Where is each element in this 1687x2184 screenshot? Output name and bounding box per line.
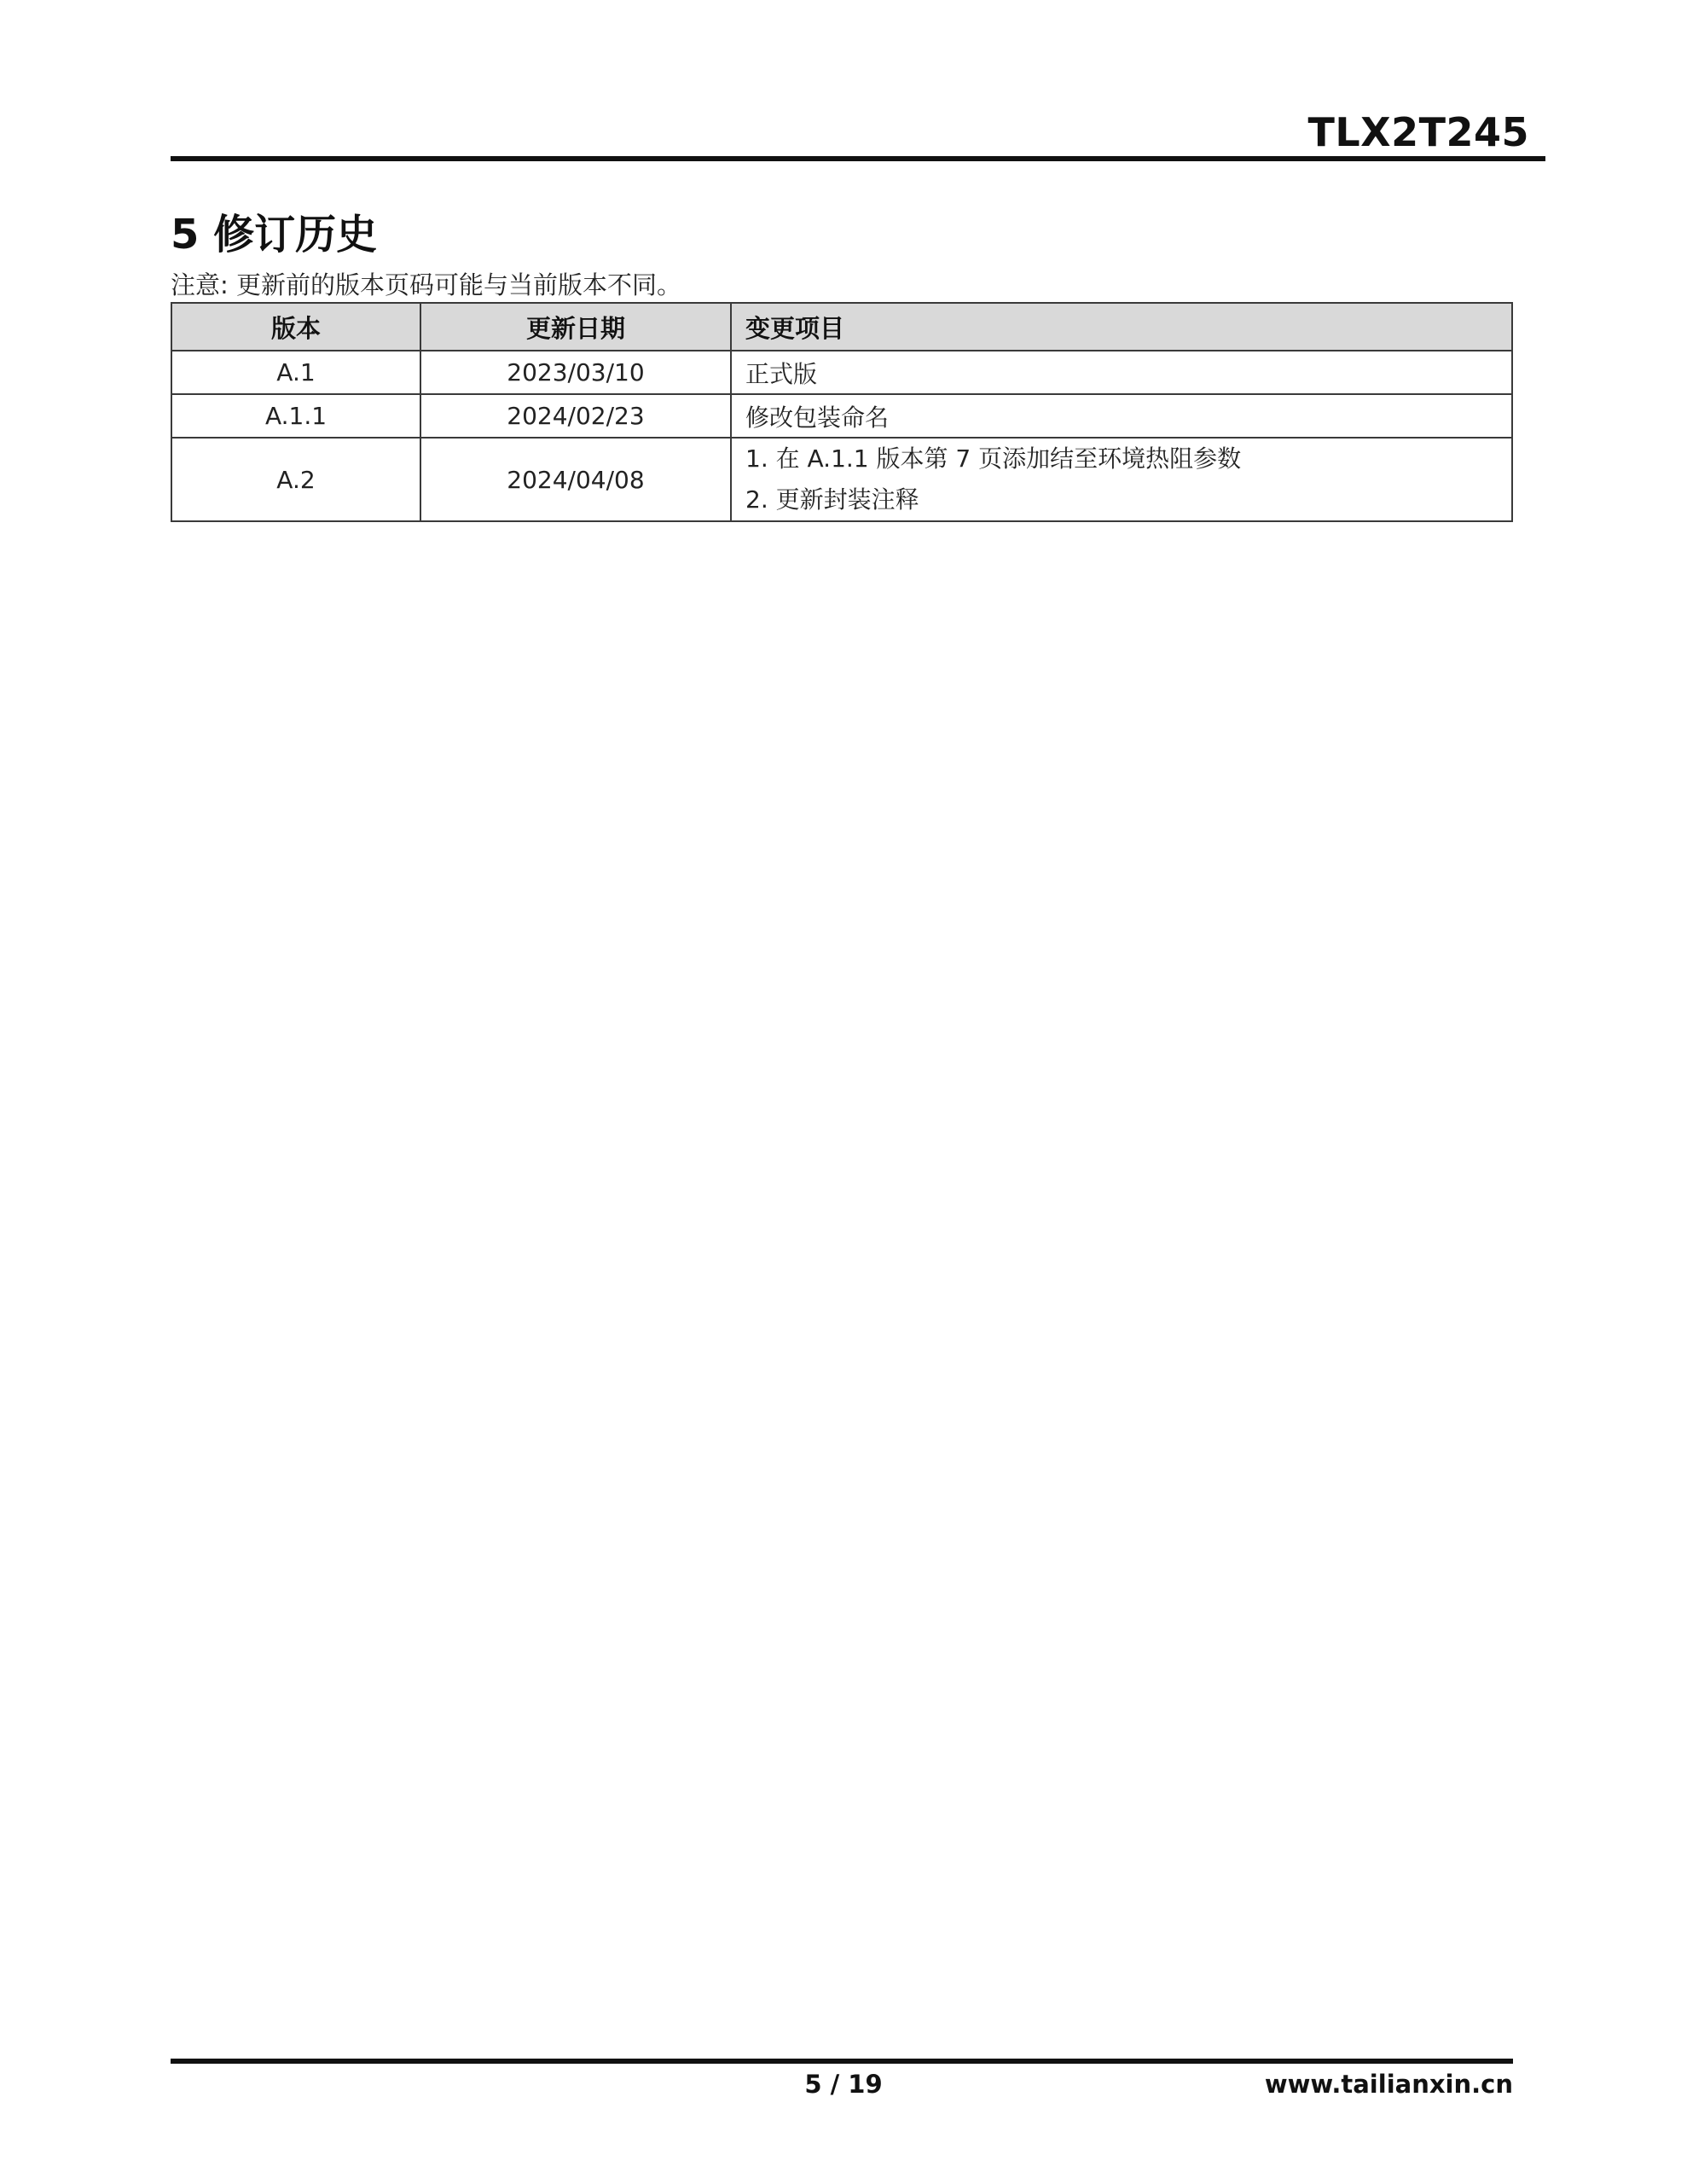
changes-cell [731, 438, 1512, 521]
table-row [171, 438, 1512, 521]
column-header-changes: 变更项目 [731, 303, 1512, 351]
footer-divider [171, 2059, 1513, 2064]
website-link[interactable]: www.tailianxin.cn [1264, 2070, 1513, 2099]
column-header-version: 版本 [171, 303, 420, 351]
version-cell: A.1 [171, 351, 420, 394]
change-item: 正式版 [745, 359, 818, 388]
section-heading: 5 修订历史 [171, 211, 378, 258]
date-cell: 2023/03/10 [420, 351, 731, 394]
revision-history-table [171, 302, 1513, 522]
table-row [171, 351, 1512, 394]
table-row [171, 394, 1512, 438]
column-header-date: 更新日期 [420, 303, 731, 351]
document-part-number: TLX2T245 [1307, 109, 1529, 155]
table-header-row [171, 303, 1512, 351]
change-item: 修改包装命名 [745, 403, 890, 432]
change-item: 2. 更新封装注释 [745, 485, 919, 514]
change-item: 1. 在 A.1.1 版本第 7 页添加结至环境热阻参数 [745, 444, 1242, 473]
page-number: 5 / 19 [804, 2070, 883, 2099]
changes-cell [731, 394, 1512, 438]
revision-note: 注意: 更新前的版本页码可能与当前版本不同。 [171, 270, 681, 299]
date-cell: 2024/02/23 [420, 394, 731, 438]
version-cell: A.2 [171, 438, 420, 521]
changes-cell [731, 351, 1512, 394]
version-cell: A.1.1 [171, 394, 420, 438]
date-cell: 2024/04/08 [420, 438, 731, 521]
header-divider [171, 156, 1545, 161]
